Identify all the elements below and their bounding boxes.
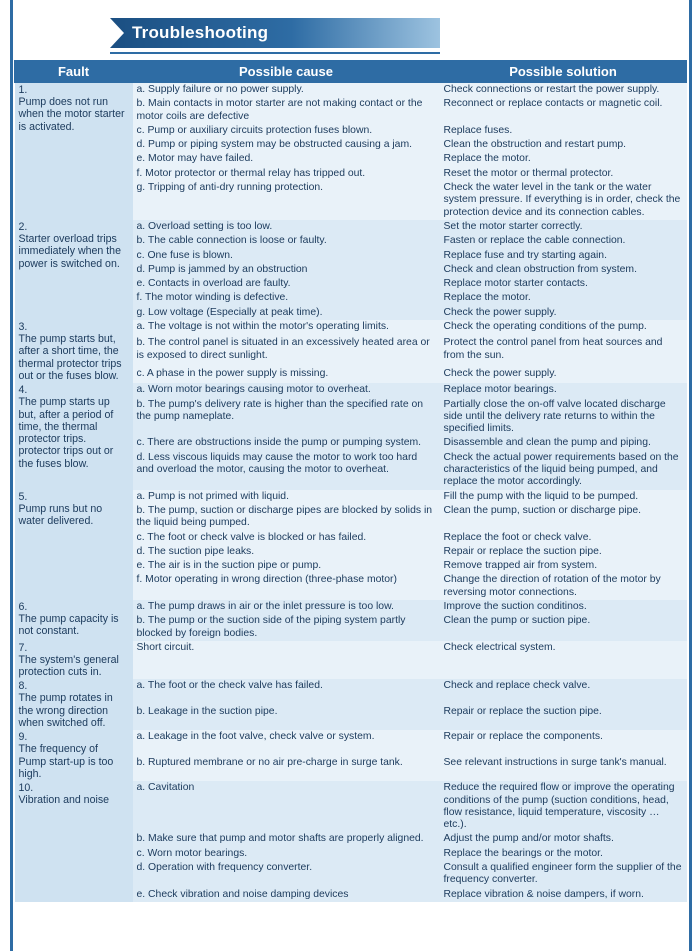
possible-solution-cell: Clean the pump or suction pipe.: [440, 614, 687, 641]
table-row: [15, 600, 687, 614]
table-row: [15, 320, 687, 336]
possible-solution-cell: Consult a qualified engineer form the supplier of the frequency converter.: [440, 861, 687, 888]
possible-cause-cell: f. Motor protector or thermal relay has tripped out.: [133, 167, 440, 181]
possible-cause-cell: b. The pump, suction or discharge pipes are blocked by solids in the liquid being pumped.: [133, 504, 440, 531]
possible-solution-cell: See relevant instructions in surge tank's manual.: [440, 756, 687, 781]
possible-solution-cell: Check the water level in the tank or the water system pressure. If everything is in order, check the protection device and its connection cables.: [440, 181, 687, 220]
fault-number: 9.: [18, 731, 28, 744]
possible-cause-cell: c. The foot or check valve is blocked or has failed.: [133, 531, 440, 545]
possible-cause-cell: c. A phase in the power supply is missing.: [133, 367, 440, 383]
possible-solution-cell: Replace fuses.: [440, 124, 687, 138]
title-banner: [110, 18, 440, 48]
page-title: Troubleshooting: [132, 23, 269, 42]
possible-solution-cell: Replace the motor.: [440, 291, 687, 305]
possible-cause-cell: a. The pump draws in air or the inlet pressure is too low.: [133, 600, 440, 614]
possible-cause-cell: c. One fuse is blown.: [133, 249, 440, 263]
column-header-cause: Possible cause: [133, 61, 440, 83]
possible-cause-cell: d. Operation with frequency converter.: [133, 861, 440, 888]
possible-solution-cell: Replace fuse and try starting again.: [440, 249, 687, 263]
possible-solution-cell: Replace the motor.: [440, 152, 687, 166]
possible-cause-cell: f. The motor winding is defective.: [133, 291, 440, 305]
fault-description: The pump rotates in the wrong direction when switched off.: [18, 692, 113, 730]
possible-solution-cell: Fasten or replace the cable connection.: [440, 234, 687, 248]
possible-solution-cell: Check connections or restart the power supply.: [440, 83, 687, 98]
possible-solution-cell: Clean the pump, suction or discharge pipe.: [440, 504, 687, 531]
title-underline: [110, 52, 440, 54]
possible-solution-cell: Check and clean obstruction from system.: [440, 263, 687, 277]
table-row: [15, 730, 687, 755]
possible-cause-cell: c. Worn motor bearings.: [133, 847, 440, 861]
fault-cell: [15, 220, 133, 320]
possible-solution-cell: Protect the control panel from heat sources and from the sun.: [440, 336, 687, 366]
fault-description: The frequency of Pump start-up is too high.: [18, 743, 114, 780]
column-header-solution: Possible solution: [440, 61, 687, 83]
possible-solution-cell: Remove trapped air from system.: [440, 559, 687, 573]
possible-solution-cell: Adjust the pump and/or motor shafts.: [440, 832, 687, 846]
table-row: [15, 220, 687, 234]
possible-solution-cell: Fill the pump with the liquid to be pumped.: [440, 490, 687, 504]
fault-description: The system's general protection cuts in.: [18, 653, 119, 679]
possible-cause-cell: b. Main contacts in motor starter are not making contact or the motor coils are defective: [133, 97, 440, 124]
fault-cell: [15, 730, 133, 781]
fault-number: 3.: [18, 321, 28, 334]
possible-cause-cell: g. Tripping of anti-dry running protection.: [133, 181, 440, 220]
possible-cause-cell: a. The voltage is not within the motor's operating limits.: [133, 320, 440, 336]
fault-description: Vibration and noise: [18, 794, 110, 807]
possible-solution-cell: Check electrical system.: [440, 641, 687, 680]
table-row: [15, 490, 687, 504]
fault-number: 1.: [18, 84, 28, 96]
possible-solution-cell: Check and replace check valve.: [440, 679, 687, 704]
fault-cell: [15, 83, 133, 220]
fault-number: 2.: [18, 220, 28, 233]
possible-solution-cell: Check the power supply.: [440, 367, 687, 383]
possible-solution-cell: Improve the suction conditinos.: [440, 600, 687, 614]
possible-cause-cell: f. Motor operating in wrong direction (three-phase motor): [133, 573, 440, 600]
possible-cause-cell: a. Supply failure or no power supply.: [133, 83, 440, 98]
possible-solution-cell: Replace the foot or check valve.: [440, 531, 687, 545]
possible-cause-cell: c. There are obstructions inside the pump or pumping system.: [133, 436, 440, 450]
possible-solution-cell: Reconnect or replace contacts or magnetic coil.: [440, 97, 687, 124]
possible-solution-cell: Check the actual power requirements based on the characteristics of the liquid being pumped, and replace the motor accordingly.: [440, 451, 687, 490]
possible-solution-cell: Change the direction of rotation of the motor by reversing motor connections.: [440, 573, 687, 600]
table-row: [15, 679, 687, 704]
fault-cell: [15, 600, 133, 641]
possible-cause-cell: e. Motor may have failed.: [133, 152, 440, 166]
possible-cause-cell: a. Pump is not primed with liquid.: [133, 490, 440, 504]
possible-cause-cell: b. Make sure that pump and motor shafts are properly aligned.: [133, 832, 440, 846]
table-row: [15, 641, 687, 680]
fault-cell: [15, 641, 133, 680]
fault-description: The pump starts up but, after a period of time, the thermal protector trips. protector trips out or the fuses blow.: [18, 396, 114, 470]
possible-cause-cell: e. Check vibration and noise damping devices: [133, 888, 440, 902]
table-row: [15, 383, 687, 397]
possible-cause-cell: a. Worn motor bearings causing motor to overheat.: [133, 383, 440, 397]
fault-description: Pump does not run when the motor starter is activated.: [18, 96, 125, 133]
table-row: [15, 781, 687, 832]
possible-cause-cell: b. The control panel is situated in an excessively heated area or is exposed to direct sunlight.: [133, 336, 440, 366]
fault-description: Pump runs but no water delivered.: [18, 502, 103, 527]
fault-cell: [15, 781, 133, 902]
possible-solution-cell: Reset the motor or thermal protector.: [440, 167, 687, 181]
table-header-row: [15, 61, 687, 83]
possible-cause-cell: a. Cavitation: [133, 781, 440, 832]
possible-solution-cell: Set the motor starter correctly.: [440, 220, 687, 234]
possible-cause-cell: e. Contacts in overload are faulty.: [133, 277, 440, 291]
table-body: [15, 83, 687, 902]
right-border-rule: [689, 0, 692, 951]
possible-solution-cell: Check the operating conditions of the pump.: [440, 320, 687, 336]
possible-cause-cell: d. Less viscous liquids may cause the motor to work too hard and overload the motor, causing the motor to overheat.: [133, 451, 440, 490]
possible-cause-cell: a. Overload setting is too low.: [133, 220, 440, 234]
possible-cause-cell: d. Pump or piping system may be obstructed causing a jam.: [133, 138, 440, 152]
possible-solution-cell: Check the power supply.: [440, 306, 687, 320]
possible-cause-cell: e. The air is in the suction pipe or pump.: [133, 559, 440, 573]
fault-cell: [15, 320, 133, 383]
possible-cause-cell: c. Pump or auxiliary circuits protection fuses blown.: [133, 124, 440, 138]
fault-description: The pump capacity is not constant.: [18, 612, 119, 638]
possible-solution-cell: Repair or replace the components.: [440, 730, 687, 755]
left-border-rule: [10, 0, 13, 951]
fault-description: The pump starts but, after a short time, the thermal protector trips out or the fuses blow.: [18, 333, 122, 382]
possible-cause-cell: b. The cable connection is loose or faulty.: [133, 234, 440, 248]
possible-cause-cell: g. Low voltage (Especially at peak time).: [133, 306, 440, 320]
fault-number: 10.: [18, 782, 34, 795]
fault-number: 4.: [18, 384, 28, 397]
fault-number: 8.: [18, 680, 28, 693]
fault-cell: [15, 383, 133, 489]
fault-cell: [15, 490, 133, 600]
possible-solution-cell: Replace vibration & noise dampers, if worn.: [440, 888, 687, 902]
possible-solution-cell: Reduce the required flow or improve the operating conditions of the pump (suction conditions, head, flow resistance, liquid temperature, viscosity … etc.).: [440, 781, 687, 832]
possible-cause-cell: b. Ruptured membrane or no air pre-charge in surge tank.: [133, 756, 440, 781]
possible-cause-cell: d. The suction pipe leaks.: [133, 545, 440, 559]
title-banner-notch-icon: [110, 18, 124, 48]
fault-description: Starter overload trips immediately when the power is switched on.: [18, 232, 121, 270]
possible-solution-cell: Repair or replace the suction pipe.: [440, 705, 687, 730]
possible-solution-cell: Replace the bearings or the motor.: [440, 847, 687, 861]
fault-cell: [15, 679, 133, 730]
possible-cause-cell: b. Leakage in the suction pipe.: [133, 705, 440, 730]
possible-solution-cell: Disassemble and clean the pump and piping.: [440, 436, 687, 450]
fault-number: 6.: [18, 600, 28, 613]
fault-number: 7.: [18, 641, 28, 654]
table-row: [15, 83, 687, 98]
possible-solution-cell: Repair or replace the suction pipe.: [440, 545, 687, 559]
possible-solution-cell: Partially close the on-off valve located discharge side until the delivery rate returns to within the specified limits.: [440, 398, 687, 437]
possible-cause-cell: d. Pump is jammed by an obstruction: [133, 263, 440, 277]
possible-cause-cell: b. The pump's delivery rate is higher than the specified rate on the pump nameplate.: [133, 398, 440, 437]
possible-cause-cell: Short circuit.: [133, 641, 440, 680]
possible-cause-cell: b. The pump or the suction side of the piping system partly blocked by foreign bodies.: [133, 614, 440, 641]
possible-solution-cell: Replace motor starter contacts.: [440, 277, 687, 291]
possible-solution-cell: Replace motor bearings.: [440, 383, 687, 397]
column-header-fault: Fault: [15, 61, 133, 83]
possible-cause-cell: a. Leakage in the foot valve, check valve or system.: [133, 730, 440, 755]
possible-cause-cell: a. The foot or the check valve has failed.: [133, 679, 440, 704]
troubleshooting-table: [14, 60, 687, 902]
fault-number: 5.: [18, 490, 28, 503]
possible-solution-cell: Clean the obstruction and restart pump.: [440, 138, 687, 152]
